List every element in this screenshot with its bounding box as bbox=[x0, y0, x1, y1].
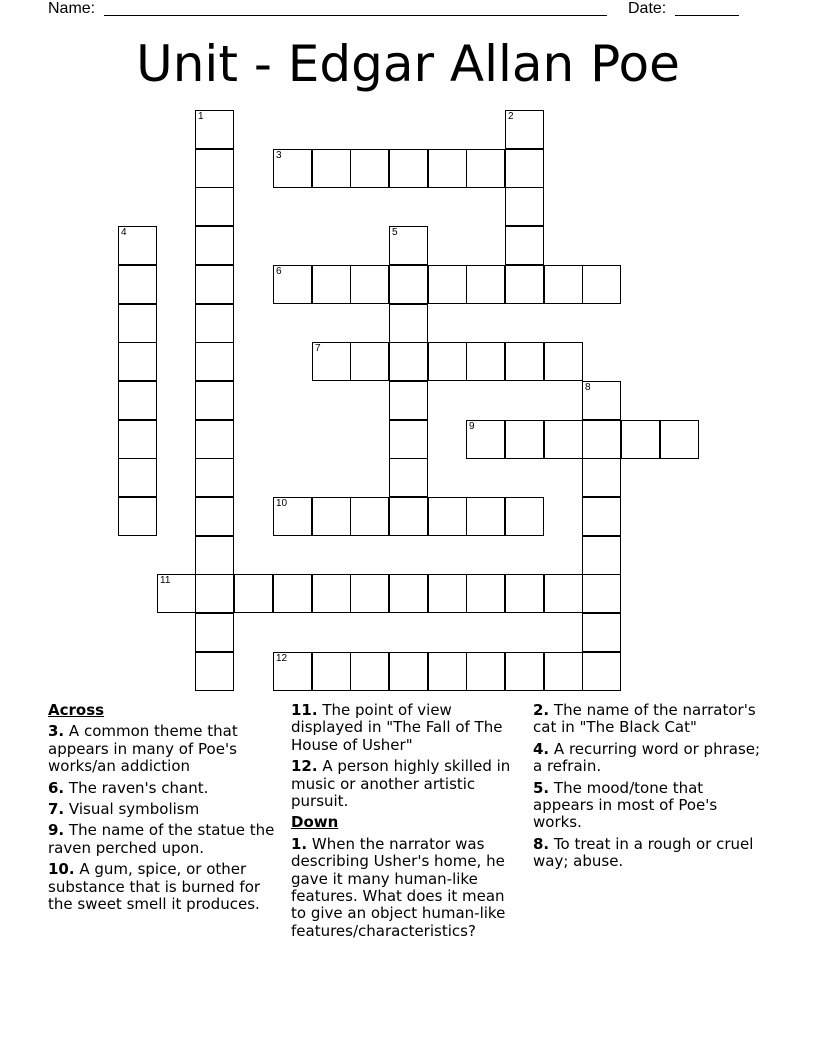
down-heading: Down bbox=[291, 813, 339, 832]
grid-cell[interactable] bbox=[466, 574, 505, 613]
clue-across-12 bbox=[291, 758, 523, 810]
clue-text: Visual symbolism bbox=[68, 800, 200, 819]
grid-cell[interactable] bbox=[118, 304, 157, 343]
grid-cell[interactable] bbox=[195, 497, 234, 536]
grid-cell[interactable] bbox=[118, 226, 157, 265]
clue-across-11 bbox=[291, 702, 523, 754]
clue-number: 11. bbox=[291, 701, 318, 719]
clue-down-4 bbox=[533, 741, 765, 776]
grid-cell[interactable] bbox=[621, 420, 660, 459]
grid-cell[interactable] bbox=[582, 265, 621, 304]
clue-down-8 bbox=[533, 836, 765, 871]
clue-text: The raven's chant. bbox=[68, 778, 209, 797]
grid-cell[interactable] bbox=[118, 381, 157, 420]
grid-cell[interactable] bbox=[350, 652, 389, 691]
clue-across-10 bbox=[48, 861, 280, 913]
grid-cell[interactable] bbox=[118, 458, 157, 497]
grid-cell[interactable] bbox=[389, 497, 428, 536]
grid-cell[interactable] bbox=[544, 265, 583, 304]
grid-cell[interactable] bbox=[389, 226, 428, 265]
grid-cell[interactable] bbox=[273, 574, 312, 613]
grid-cell[interactable] bbox=[505, 265, 544, 304]
grid-cell[interactable] bbox=[195, 574, 234, 613]
grid-cell[interactable] bbox=[428, 497, 467, 536]
grid-cell[interactable] bbox=[195, 420, 234, 459]
cell-number: 9 bbox=[469, 421, 475, 432]
clue-number: 5. bbox=[533, 778, 550, 797]
across-heading: Across bbox=[48, 701, 105, 719]
clue-number: 7. bbox=[48, 800, 65, 819]
clue-number: 10. bbox=[48, 860, 75, 879]
grid-cell[interactable] bbox=[195, 110, 234, 149]
grid-cell[interactable] bbox=[389, 304, 428, 343]
grid-cell[interactable] bbox=[389, 342, 428, 381]
grid-cell[interactable] bbox=[195, 265, 234, 304]
grid-cell[interactable] bbox=[312, 342, 351, 381]
clue-number: 3. bbox=[48, 722, 65, 741]
clue-number: 9. bbox=[48, 821, 65, 840]
clue-across-7 bbox=[48, 801, 280, 818]
date-label: Date: bbox=[628, 0, 667, 17]
grid-cell[interactable] bbox=[195, 458, 234, 497]
grid-cell[interactable] bbox=[428, 149, 467, 188]
grid-cell[interactable] bbox=[195, 342, 234, 381]
clue-number: 12. bbox=[291, 757, 318, 776]
grid-cell[interactable] bbox=[273, 497, 312, 536]
clue-across-9 bbox=[48, 822, 280, 857]
grid-cell[interactable] bbox=[195, 536, 234, 575]
grid-cell[interactable] bbox=[389, 381, 428, 420]
grid-cell[interactable] bbox=[389, 265, 428, 304]
grid-cell[interactable] bbox=[505, 187, 544, 226]
grid-cell[interactable] bbox=[312, 265, 351, 304]
grid-cell[interactable] bbox=[273, 265, 312, 304]
grid-cell[interactable] bbox=[312, 497, 351, 536]
grid-cell[interactable] bbox=[544, 420, 583, 459]
cell-number: 1 bbox=[198, 111, 204, 122]
grid-cell[interactable] bbox=[544, 652, 583, 691]
grid-cell[interactable] bbox=[505, 342, 544, 381]
grid-cell[interactable] bbox=[389, 652, 428, 691]
grid-cell[interactable] bbox=[428, 652, 467, 691]
cell-number: 2 bbox=[508, 111, 514, 122]
cell-number: 7 bbox=[315, 343, 321, 354]
cell-number: 12 bbox=[276, 653, 288, 664]
grid-cell[interactable] bbox=[505, 149, 544, 188]
cell-number: 6 bbox=[276, 266, 282, 277]
grid-cell[interactable] bbox=[466, 652, 505, 691]
grid-cell[interactable] bbox=[505, 652, 544, 691]
grid-cell[interactable] bbox=[582, 420, 621, 459]
grid-cell[interactable] bbox=[582, 574, 621, 613]
grid-cell[interactable] bbox=[544, 342, 583, 381]
grid-cell[interactable] bbox=[195, 652, 234, 691]
clue-text: A gum, spice, or other substance that is burned for the sweet smell it produces. bbox=[48, 860, 261, 914]
grid-cell[interactable] bbox=[466, 149, 505, 188]
clue-text: A common theme that appears in many of Poe's works/an addiction bbox=[48, 722, 238, 776]
clue-number: 8. bbox=[533, 834, 550, 853]
grid-cell[interactable] bbox=[505, 226, 544, 265]
clue-text: When the narrator was describing Usher's home, he gave it many human-like features. What does it mean to give an object human-like features/characteristics? bbox=[291, 834, 506, 940]
grid-cell[interactable] bbox=[312, 149, 351, 188]
grid-cell[interactable] bbox=[428, 342, 467, 381]
grid-cell[interactable] bbox=[582, 497, 621, 536]
grid-cell[interactable] bbox=[118, 497, 157, 536]
grid-cell[interactable] bbox=[234, 574, 273, 613]
grid-cell[interactable] bbox=[350, 265, 389, 304]
grid-cell[interactable] bbox=[428, 265, 467, 304]
clue-number: 2. bbox=[533, 701, 550, 719]
clues-column-2 bbox=[291, 702, 523, 944]
grid-cell[interactable] bbox=[195, 149, 234, 188]
grid-cell[interactable] bbox=[195, 187, 234, 226]
grid-cell[interactable] bbox=[350, 497, 389, 536]
grid-cell[interactable] bbox=[389, 574, 428, 613]
grid-cell[interactable] bbox=[582, 536, 621, 575]
clues-column-1 bbox=[48, 702, 280, 917]
grid-cell[interactable] bbox=[466, 420, 505, 459]
grid-cell[interactable] bbox=[466, 265, 505, 304]
grid-cell[interactable] bbox=[195, 381, 234, 420]
grid-cell[interactable] bbox=[505, 420, 544, 459]
grid-cell[interactable] bbox=[350, 342, 389, 381]
clue-text: The name of the statue the raven perched upon. bbox=[48, 821, 275, 857]
clue-text: The mood/tone that appears in most of Poe's works. bbox=[533, 778, 718, 832]
grid-cell[interactable] bbox=[582, 652, 621, 691]
grid-cell[interactable] bbox=[195, 613, 234, 652]
cell-number: 5 bbox=[392, 227, 398, 238]
grid-cell[interactable] bbox=[505, 497, 544, 536]
grid-cell[interactable] bbox=[428, 574, 467, 613]
grid-cell[interactable] bbox=[273, 652, 312, 691]
clue-text: A person highly skilled in music or another artistic pursuit. bbox=[291, 757, 511, 811]
grid-cell[interactable] bbox=[544, 574, 583, 613]
clue-number: 1. bbox=[291, 834, 308, 853]
grid-cell[interactable] bbox=[312, 652, 351, 691]
grid-cell[interactable] bbox=[118, 265, 157, 304]
grid-cell[interactable] bbox=[505, 110, 544, 149]
page-title: Unit - Edgar Allan Poe bbox=[136, 35, 680, 93]
cell-number: 8 bbox=[585, 382, 591, 393]
grid-cell[interactable] bbox=[505, 574, 544, 613]
clue-number: 4. bbox=[533, 739, 550, 758]
clue-text: To treat in a rough or cruel way; abuse. bbox=[533, 834, 754, 871]
clue-text: The point of view displayed in "The Fall of The House of Usher" bbox=[291, 701, 503, 754]
grid-cell[interactable] bbox=[157, 574, 196, 613]
grid-cell[interactable] bbox=[389, 149, 428, 188]
grid-cell[interactable] bbox=[118, 342, 157, 381]
clue-across-3 bbox=[48, 723, 280, 775]
clue-number: 6. bbox=[48, 778, 65, 797]
grid-cell[interactable] bbox=[466, 497, 505, 536]
grid-cell[interactable] bbox=[350, 574, 389, 613]
clue-down-2 bbox=[533, 702, 765, 737]
clue-text: The name of the narrator's cat in "The Black Cat" bbox=[533, 701, 756, 737]
grid-cell[interactable] bbox=[582, 381, 621, 420]
clue-text: A recurring word or phrase; a refrain. bbox=[533, 739, 761, 776]
clue-across-6 bbox=[48, 780, 280, 797]
grid-cell[interactable] bbox=[195, 226, 234, 265]
grid-cell[interactable] bbox=[466, 342, 505, 381]
grid-cell[interactable] bbox=[195, 304, 234, 343]
cell-number: 4 bbox=[121, 227, 127, 238]
grid-cell[interactable] bbox=[582, 613, 621, 652]
grid-cell[interactable] bbox=[389, 420, 428, 459]
grid-cell[interactable] bbox=[582, 458, 621, 497]
grid-cell[interactable] bbox=[273, 149, 312, 188]
cell-number: 11 bbox=[160, 575, 171, 586]
name-label: Name: bbox=[48, 0, 96, 17]
grid-cell[interactable] bbox=[389, 458, 428, 497]
clue-down-5 bbox=[533, 780, 765, 832]
grid-cell[interactable] bbox=[660, 420, 699, 459]
clue-down-1 bbox=[291, 836, 523, 940]
grid-cell[interactable] bbox=[118, 420, 157, 459]
clues-column-3 bbox=[533, 702, 765, 875]
grid-cell[interactable] bbox=[350, 149, 389, 188]
cell-number: 10 bbox=[276, 498, 288, 509]
cell-number: 3 bbox=[276, 150, 282, 161]
grid-cell[interactable] bbox=[312, 574, 351, 613]
